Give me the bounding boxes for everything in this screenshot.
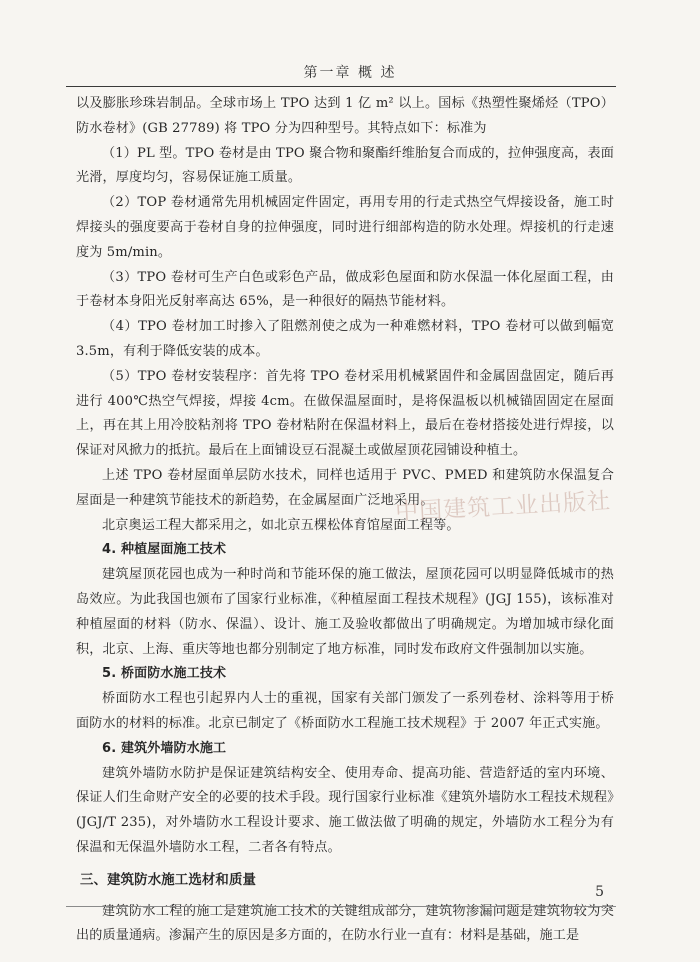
paragraph: 以及膨胀珍珠岩制品。全球市场上 TPO 达到 1 亿 m² 以上。国标《热塑性聚烯烃（TPO）防水卷材》(GB 27789) 将 TPO 分为四种型号。其特点如下：标准为 — [76, 96, 614, 136]
paragraph: 建筑屋顶花园也成为一种时尚和节能环保的施工做法，屋顶花园可以明显降低城市的热岛效应。为此我国也颁布了国家行业标准，《种植屋面工程技术规程》(JGJ 155)，该标准对种植屋面的材料（防水、保温）、设计、施工及验收都做出了明确规定。为增加城市绿化面积，北京、上海、重庆等地也都分别制定了地方标准，同时发布政府文件强制加以实施。 — [76, 567, 614, 657]
page-body — [76, 92, 614, 949]
paragraph: （1）PL 型。TPO 卷材是由 TPO 聚合物和聚酯纤维胎复合而成的，拉伸强度高，表面光滑，厚度均匀，容易保证施工质量。 — [76, 145, 614, 186]
publisher-watermark: 中国建筑工业出版社 — [394, 488, 612, 526]
subsection-heading: 6. 建筑外墙防水施工 — [102, 740, 227, 756]
paragraph: （4）TPO 卷材加工时掺入了阻燃剂使之成为一种难燃材料，TPO 卷材可以做到幅宽 3.5m，有利于降低安装的成本。 — [76, 319, 614, 359]
paragraph: （2）TOP 卷材通常先用机械固定件固定，再用专用的行走式热空气焊接设备，施工时焊接头的强度要高于卷材自身的拉伸强度，同时进行细部构造的防水处理。焊接机的行走速度为 5m/min。 — [76, 195, 614, 260]
running-header: 第一章 概 述 — [303, 65, 397, 81]
paragraph: （5）TPO 卷材安装程序：首先将 TPO 卷材采用机械紧固件和金属固盘固定，随后再进行 400℃热空气焊接，焊接 4cm。在做保温屋面时，是将保温板以机械锚固固定在屋面上，再在其上用冷胶粘剂将 TPO 卷材粘附在保温材料上，最后在卷材搭接处进行焊接，以保证对风掀力的抵抗。最后在上面铺设豆石混凝土或做屋顶花园铺设种植土。 — [76, 368, 614, 459]
section-heading: 三、建筑防水施工选材和质量 — [80, 872, 257, 888]
header-rule — [66, 86, 616, 87]
footer-rule — [66, 906, 616, 907]
subsection-heading: 5. 桥面防水施工技术 — [102, 666, 227, 682]
paragraph: 北京奥运工程大都采用之，如北京五棵松体育馆屋面工程等。 — [102, 517, 460, 533]
paragraph: 建筑防水工程的施工是建筑施工技术的关键组成部分，建筑物渗漏问题是建筑物较为突出的质量通病。渗漏产生的原因是多方面的，在防水行业一直有：材料是基础，施工是 — [76, 903, 614, 944]
paragraph: （3）TPO 卷材可生产白色或彩色产品，做成彩色屋面和防水保温一体化屋面工程，由于卷材本身阳光反射率高达 65%，是一种很好的隔热节能材料。 — [76, 269, 614, 310]
paragraph: 建筑外墙防水防护是保证建筑结构安全、使用寿命、提高功能、营造舒适的室内环境、保证人们生命财产安全的必要的技术手段。现行国家行业标准《建筑外墙防水工程技术规程》(JGJ/T 235)，对外墙防水工程设计要求、施工做法做了明确的规定，外墙防水工程分为有保温和无保温外墙防水工程，二者各有特点。 — [76, 765, 614, 855]
paragraph: 上述 TPO 卷材屋面单层防水技术，同样也适用于 PVC、PMED 和建筑防水保温复合屋面是一种建筑节能技术的新趋势，在金属屋面广泛地采用。 — [76, 467, 614, 508]
subsection-heading: 4. 种植屋面施工技术 — [102, 542, 227, 558]
paragraph: 桥面防水工程也引起界内人士的重视，国家有关部门颁发了一系列卷材、涂料等用于桥面防水的材料的标准。北京已制定了《桥面防水工程施工技术规程》于 2007 年正式实施。 — [76, 691, 614, 731]
page-number: 5 — [595, 884, 604, 900]
